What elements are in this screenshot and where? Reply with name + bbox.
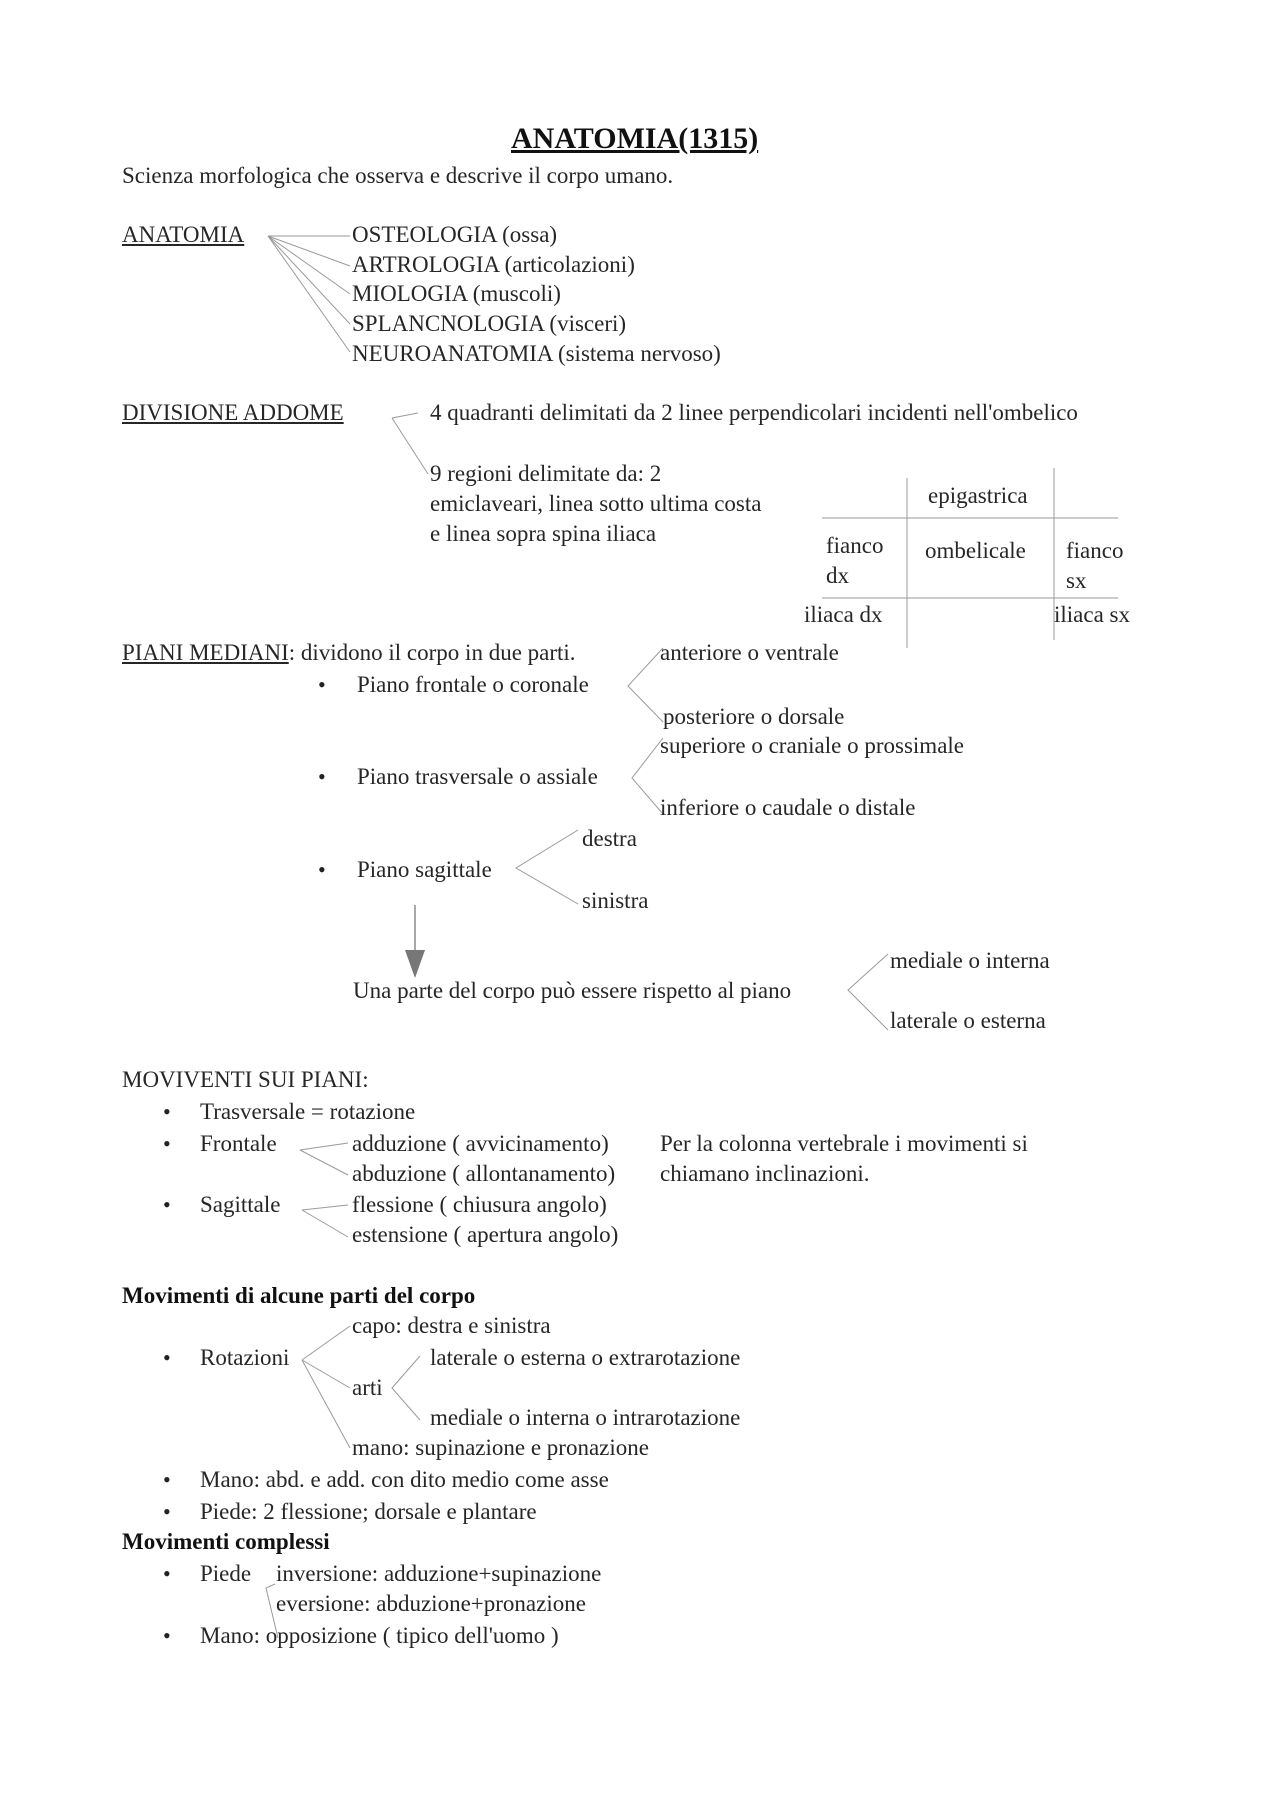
mov-frontale: Frontale (200, 1131, 277, 1156)
bullet: • (163, 1561, 171, 1586)
bullet: • (163, 1467, 171, 1492)
bullet: • (163, 1131, 171, 1156)
piano-trasversale-bottom: inferiore o caudale o distale (660, 795, 916, 820)
parti-rotazioni: Rotazioni (200, 1345, 290, 1370)
region-epigastrica: epigastrica (928, 483, 1028, 508)
branch-neuroanatomia: NEUROANATOMIA (sistema nervoso) (352, 341, 721, 366)
parti-mano-abd: Mano: abd. e add. con dito medio come asse (200, 1467, 609, 1492)
bullet: • (163, 1499, 171, 1524)
bullet: • (163, 1192, 171, 1217)
complessi-mano: Mano: opposizione ( tipico dell'uomo ) (200, 1623, 559, 1648)
region-ombelicale: ombelicale (925, 538, 1026, 563)
intro-text: Scienza morfologica che osserva e descrive il corpo umano. (122, 163, 674, 188)
piano-sagittale-top: destra (582, 826, 637, 851)
bullet: • (163, 1623, 171, 1648)
piano-sagittale: Piano sagittale (357, 857, 492, 882)
anatomia-label: ANATOMIA (122, 222, 245, 247)
piani-heading (122, 638, 576, 668)
mov-trasversale: Trasversale = rotazione (200, 1099, 416, 1124)
parti-capo: capo: destra e sinistra (352, 1313, 551, 1338)
parti-laterale: laterale o esterna o extrarotazione (430, 1345, 741, 1370)
mov-note-2: chiamano inclinazioni. (660, 1161, 870, 1186)
moviventi-label: MOVIVENTI SUI PIANI: (122, 1067, 369, 1092)
region-fianco-sx-2: sx (1066, 568, 1087, 593)
rispetto-top: mediale o interna (890, 948, 1050, 973)
branch-artrologia: ARTROLOGIA (articolazioni) (352, 252, 635, 277)
region-fianco-sx-1: fianco (1066, 538, 1124, 563)
bullet: • (163, 1345, 171, 1370)
piano-frontale-top: anteriore o ventrale (660, 640, 839, 665)
piani-label: PIANI MEDIANI (122, 640, 289, 665)
region-fianco-dx-2: dx (826, 563, 849, 588)
piano-frontale: Piano frontale o coronale (357, 672, 589, 697)
branch-miologia: MIOLOGIA (muscoli) (352, 281, 561, 306)
branch-splancnologia: SPLANCNOLOGIA (visceri) (352, 311, 627, 336)
piano-trasversale: Piano trasversale o assiale (357, 764, 598, 789)
rispetto-bottom: laterale o esterna (890, 1008, 1046, 1033)
complessi-inversione: inversione: adduzione+supinazione (276, 1561, 602, 1586)
addome-regioni-2: emiclaveari, linea sotto ultima costa (430, 491, 762, 516)
parti-label: Movimenti di alcune parti del corpo (122, 1283, 476, 1308)
mov-sagittale-b: estensione ( apertura angolo) (352, 1222, 619, 1247)
rispetto-text: Una parte del corpo può essere rispetto al piano (353, 978, 792, 1003)
mov-note-1: Per la colonna vertebrale i movimenti si (660, 1131, 1028, 1156)
bullet: • (318, 672, 326, 697)
piani-desc: : dividono il corpo in due parti. (288, 640, 576, 665)
addome-regioni-1: 9 regioni delimitate da: 2 (430, 461, 662, 486)
piano-frontale-bottom: posteriore o dorsale (663, 704, 845, 729)
parti-mano: mano: supinazione e pronazione (352, 1435, 649, 1460)
addome-quadranti: 4 quadranti delimitati da 2 linee perpendicolari incidenti nell'ombelico (430, 400, 1078, 425)
addome-label: DIVISIONE ADDOME (122, 400, 344, 425)
region-iliaca-sx: iliaca sx (1054, 602, 1130, 627)
region-fianco-dx-1: fianco (826, 533, 884, 558)
region-iliaca-dx: iliaca dx (804, 602, 883, 627)
piano-sagittale-bottom: sinistra (582, 888, 649, 913)
mov-frontale-a: adduzione ( avvicinamento) (352, 1131, 609, 1156)
bullet: • (163, 1099, 171, 1124)
page-title: ANATOMIA(1315) (511, 122, 759, 155)
bullet: • (318, 764, 326, 789)
complessi-piede: Piede (200, 1561, 252, 1586)
bullet: • (318, 857, 326, 882)
mov-sagittale-a: flessione ( chiusura angolo) (352, 1192, 607, 1217)
complessi-eversione: eversione: abduzione+pronazione (276, 1591, 586, 1616)
mov-sagittale: Sagittale (200, 1192, 281, 1217)
parti-mediale: mediale o interna o intrarotazione (430, 1405, 741, 1430)
parti-piede: Piede: 2 flessione; dorsale e plantare (200, 1499, 537, 1524)
mov-frontale-b: abduzione ( allontanamento) (352, 1161, 616, 1186)
addome-regioni-3: e linea sopra spina iliaca (430, 521, 657, 546)
complessi-label: Movimenti complessi (122, 1529, 330, 1554)
parti-arti: arti (352, 1375, 383, 1400)
branch-osteologia: OSTEOLOGIA (ossa) (352, 222, 558, 247)
piano-trasversale-top: superiore o craniale o prossimale (660, 733, 964, 758)
